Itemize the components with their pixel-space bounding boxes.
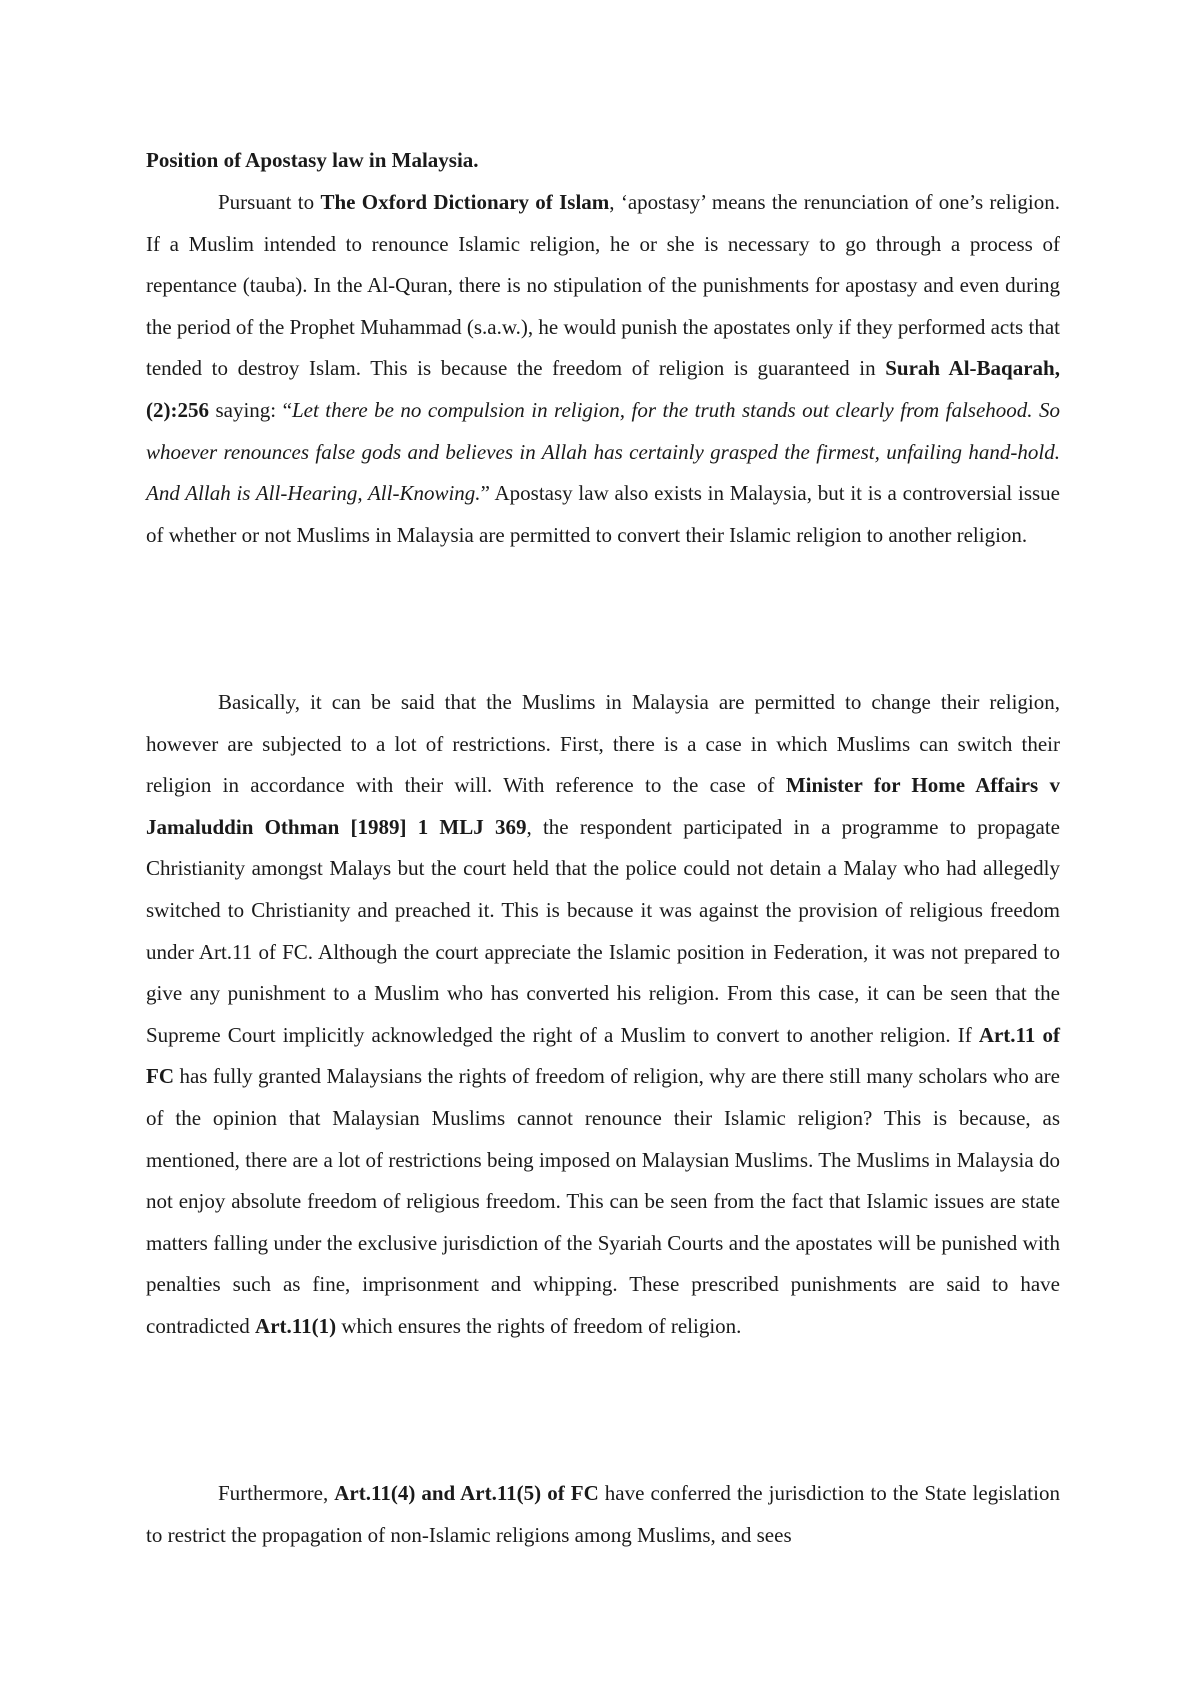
text-run-bold: Art.11(1)	[255, 1313, 337, 1338]
text-run: which ensures the rights of freedom of religion.	[336, 1313, 742, 1338]
text-run-bold: Surah Al-Baqarah, (2):256	[146, 356, 1060, 422]
text-run: have conferred the jurisdiction to the State legislation to restrict the propagation of non-Islamic religions among Muslims, and sees	[146, 1481, 1060, 1547]
text-run-bold: Art.11(4) and Art.11(5) of FC	[334, 1481, 599, 1505]
text-run: ” Apostasy law also exists in Malaysia, but it is a controversial issue of whether or not Muslims in Malaysia are permitted to convert their Islamic religion to another religion.	[146, 481, 1061, 547]
text-run: saying: “	[208, 397, 292, 422]
text-run-bold: Art.11 of FC	[146, 1022, 1060, 1089]
document-title: Position of Apostasy law in Malaysia.	[146, 148, 479, 172]
text-run-bold: The Oxford Dictionary of Islam	[320, 190, 610, 214]
paragraph-2	[146, 682, 1060, 1348]
text-run: , ‘apostasy’ means the renunciation of one’s religion. If a Muslim intended to renounce Islamic religion, he or she is necessary to go through a process of repentance (tauba). In the Al-Quran, there is no stipulation of the punishments for apostasy and even during the period of the Prophet Muhammad (s.a.w.), he would punish the apostates only if they performed acts that tended to destroy Islam. This is because the freedom of religion is guaranteed in	[146, 190, 1061, 381]
text-run: Furthermore,	[218, 1481, 335, 1505]
paragraph-1	[146, 182, 1060, 556]
paragraph-3	[146, 1473, 1060, 1556]
paragraph-text	[146, 682, 1060, 1348]
text-run-italic: Let there be no compulsion in religion, for the truth stands out clearly from falsehood. So whoever renounces false gods and believes in Allah has certainly grasped the firmest, unfailing hand-hold. And Allah is All-Hearing, All-Knowing.	[146, 397, 1061, 506]
paragraph-text	[146, 182, 1060, 556]
text-run-bold: Minister for Home Affairs v Jamaluddin Othman [1989] 1 MLJ 369	[146, 773, 1060, 839]
text-run: Basically, it can be said that the Muslims in Malaysia are permitted to change their religion, however are subjected to a lot of restrictions. First, there is a case in which Muslims can switch their religion in accordance with their will. With reference to the case of	[146, 690, 1060, 798]
text-run: Pursuant to	[218, 190, 321, 214]
text-run: has fully granted Malaysians the rights of freedom of religion, why are there still many scholars who are of the opinion that Malaysian Muslims cannot renounce their Islamic religion? This is because, as mentioned, there are a lot of restrictions being imposed on Malaysian Muslims. The Muslims in Malaysia do not enjoy absolute freedom of religious freedom. This can be seen from the fact that Islamic issues are state matters falling under the exclusive jurisdiction of the Syariah Courts and the apostates will be punished with penalties such as fine, imprisonment and whipping. These prescribed punishments are said to have contradicted	[146, 1064, 1060, 1338]
text-run: , the respondent participated in a programme to propagate Christianity amongst Malays but the court held that the police could not detain a Malay who had allegedly switched to Christianity and preached it. This is because it was against the provision of religious freedom under Art.11 of FC. Although the court appreciate the Islamic position in Federation, it was not prepared to give any punishment to a Muslim who has converted his religion. From this case, it can be seen that the Supreme Court implicitly acknowledged the right of a Muslim to convert to another religion. If	[146, 814, 1060, 1047]
paragraph-text	[146, 1473, 1060, 1556]
